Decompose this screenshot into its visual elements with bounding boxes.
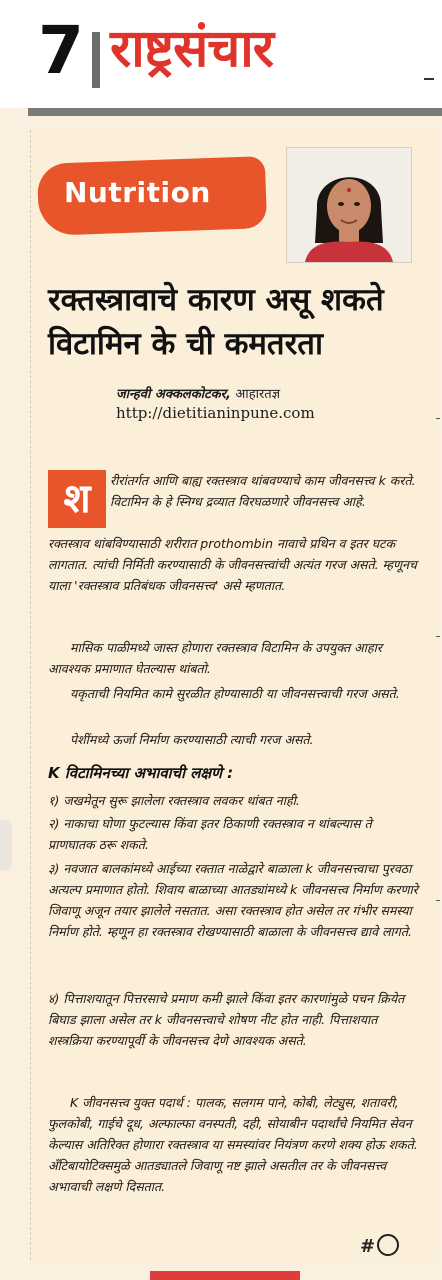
masthead-rule [28, 108, 442, 116]
paragraph-2: मासिक पाळीमध्ये जास्त होणारा रक्तस्त्राव विटामिन के उपयुक्त आहार आवश्यक प्रमाणात घेतल्यास थांबतो. [48, 640, 382, 676]
symptoms-subheading: K विटामिनच्या अभावाची लक्षणे : [48, 764, 234, 782]
masthead-dash [424, 78, 434, 80]
paragraph-1-continued: रक्तस्त्राव थांबविण्यासाठी शरीरात prothombin नावाचे प्रथिन व इतर घटक लागतात. त्यांची निर्मिती करण्यासाठी के जीवनसत्त्वांची अत्यंत गरज असते. म्हणूनच याला 'रक्तस्त्राव प्रतिबंधक जीवनसत्त्व' असे म्हणतात. [48, 536, 417, 593]
footer-logo-hash: # [360, 1236, 376, 1257]
author-portrait-image [287, 148, 411, 262]
list-item-2: २) नाकाचा घोणा फुटल्यास किंवा इतर ठिकाणी रक्तस्त्राव न थांबल्यास ते प्राणघातक ठरू शकते. [48, 816, 372, 852]
author-photo [286, 147, 412, 263]
page-number: 7 [38, 12, 84, 89]
masthead [0, 0, 442, 108]
newspaper-name: राष्ट्रसंचार [110, 19, 274, 79]
list-item-3: ३) नवजात बालकांमध्ये आईच्या रक्तात नाळेद्वारे बाळाला k जीवनसत्त्वाचा पुरवठा अत्यल्प प्रमाणात होतो. शिवाय बाळाच्या आतड्यांमध्ये k जीवनसत्त्व निर्माण करणारे जिवाणू अजून तयार झालेले नसतात. असा रक्तस्त्राव होत असेल तर गंभीर समस्या निर्माण होते. म्हणून हा रक्तस्त्राव रोखण्यासाठी बाळाला के जीवनसत्त्व द्यावे लागते. [48, 861, 418, 939]
footer-logo [360, 1234, 399, 1257]
author-role: आहारतज्ञ [235, 387, 281, 402]
headline-line-1: रक्तस्त्रावाचे कारण असू शकते [48, 282, 384, 318]
author-name: जान्हवी अक्कलकोटकर, [116, 387, 231, 402]
headline-line-2: विटामिन के ची कमतरता [48, 326, 323, 362]
masthead-divider [92, 32, 100, 88]
edge-tick [436, 900, 440, 901]
paragraph-4: पेशींमध्ये ऊर्जा निर्माण करण्यासाठी त्याची गरज असते. [70, 732, 314, 747]
paragraph-1-opening: रीरांतर्गत आणि बाह्य रक्तस्त्राव थांबवण्याचे काम जीवनसत्त्व k करते. विटामिन के हे स्निग्ध द्रव्यात विरघळणारे जीवनसत्त्व आहे. [110, 473, 416, 509]
paragraph-3: यकृताची नियमित कामे सुरळीत होण्यासाठी या जीवनसत्त्वाची गरज असते. [70, 686, 400, 701]
page-edge-tab [0, 820, 12, 870]
section-badge-label: Nutrition [64, 176, 211, 209]
list-item-4: ४) पित्ताशयातून पित्तरसाचे प्रमाण कमी झाले किंवा इतर कारणांमुळे पचन क्रियेत बिघाड झाला असेल तर k जीवनसत्त्वाचे शोषण नीट होत नाही. पित्ताशयात शस्त्रक्रिया करण्यापूर्वी के जीवनसत्त्व देणे आवश्यक असते. [48, 991, 405, 1048]
edge-tick [436, 636, 440, 637]
section-badge [38, 150, 278, 230]
headline [48, 278, 438, 366]
author-website: http://dietitianinpune.com [116, 404, 315, 422]
list-item-1: १) जखमेतून सुरू झालेला रक्तस्त्राव लवकर थांबत नाही. [48, 793, 300, 808]
drop-cap: श [48, 470, 106, 528]
closing-paragraph: K जीवनसत्त्व युक्त पदार्थ : पालक, सलगम पाने, कोबी, लेट्युस, शतावरी, फुलकोबी, गाईचे दूध, अल्फाल्फा वनस्पती, दही, सोयाबीन पदार्थांचे नियमित सेवन केल्यास अतिरिक्त होणारा रक्तस्त्राव या समस्यांवर नियंत्रण करणे शक्य होऊ शकते. अँटिबायोटिक्समुळे आतड्यातले जिवाणू नष्ट झाले असतील तर के जीवनसत्त्व अभावाची लक्षणे दिसतात. [48, 1095, 418, 1194]
byline [116, 384, 280, 402]
edge-tick [436, 418, 440, 419]
bottom-color-bar [150, 1271, 300, 1280]
logo-ring-icon [377, 1234, 399, 1256]
